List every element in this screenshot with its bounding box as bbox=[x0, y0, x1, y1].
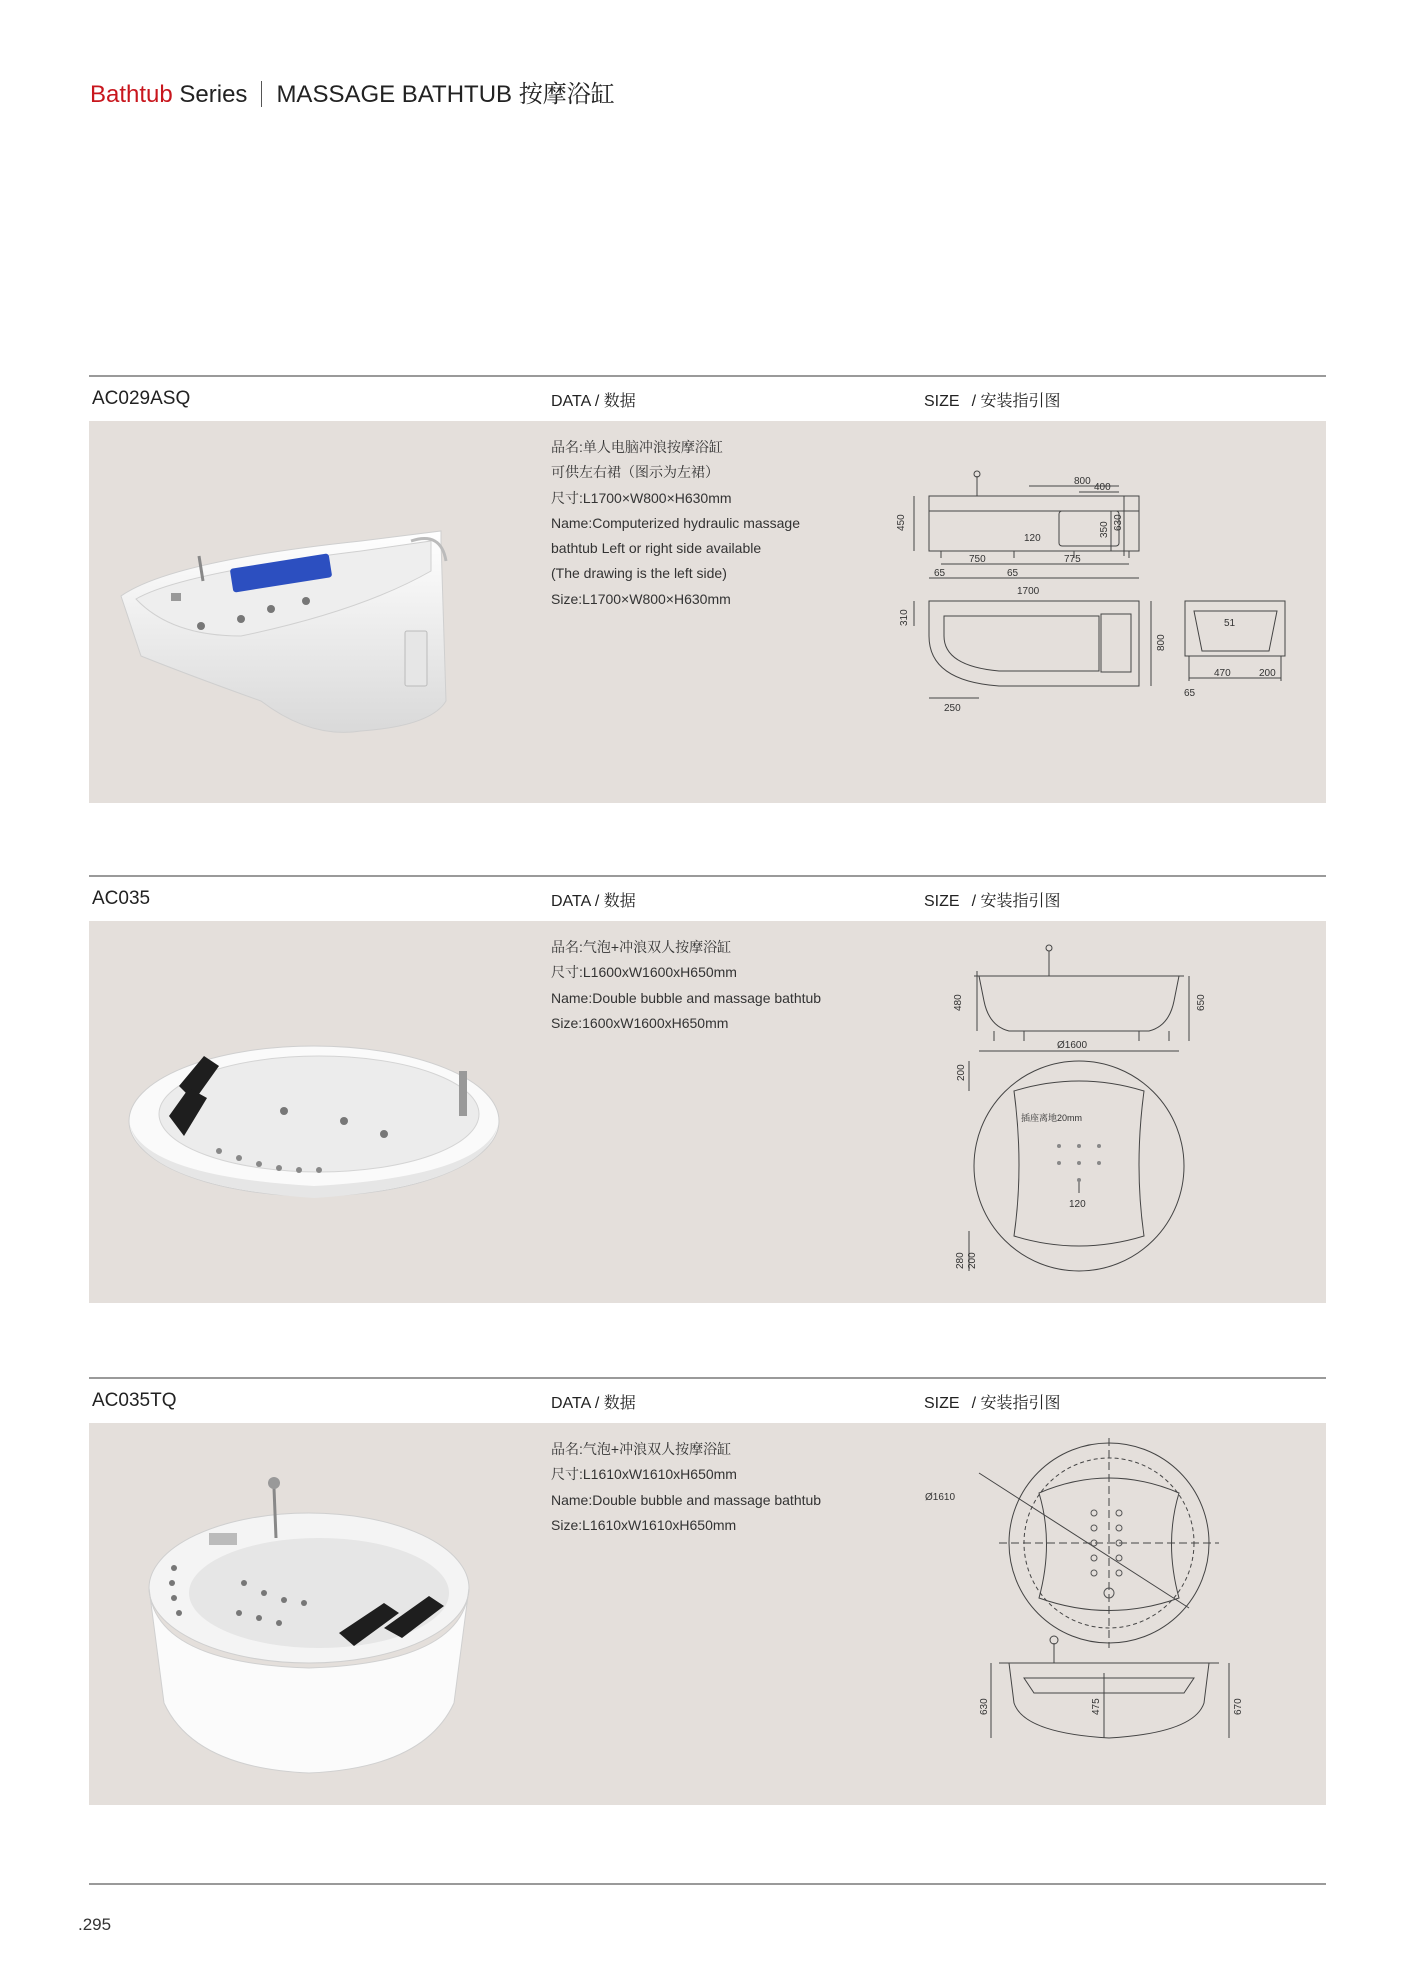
section-rule bbox=[89, 1377, 1326, 1379]
header-divider bbox=[261, 81, 262, 107]
size-heading: SIZE / 安装指引图 bbox=[924, 1395, 1061, 1412]
size-heading: SIZE / 安装指引图 bbox=[924, 893, 1061, 910]
install-drawing bbox=[889, 466, 1309, 786]
bathtub-photo bbox=[134, 1468, 494, 1788]
install-drawing bbox=[949, 931, 1289, 1301]
product-panel bbox=[89, 421, 1326, 803]
svg-text:65: 65 bbox=[1007, 568, 1019, 579]
svg-text:630: 630 bbox=[979, 1698, 990, 1715]
product-panel bbox=[89, 1423, 1326, 1805]
svg-text:650: 650 bbox=[1196, 994, 1207, 1011]
svg-text:Ø1600: Ø1600 bbox=[1057, 1040, 1088, 1051]
svg-text:800: 800 bbox=[1074, 476, 1091, 487]
svg-text:280: 280 bbox=[955, 1252, 966, 1269]
bathtub-photo bbox=[111, 501, 531, 761]
svg-text:450: 450 bbox=[896, 514, 907, 531]
product-section-ac035tq bbox=[89, 1377, 1326, 1805]
product-info: 品名:单人电脑冲浪按摩浴缸 可供左右裙（图示为左裙） 尺寸:L1700×W800×H630mm Name:Computerized hydraulic massage bathtub Left or right side available (The drawing is the left side) Size:L1700×W800×H630mm bbox=[551, 439, 800, 607]
data-heading: DATA / 数据 bbox=[551, 893, 636, 910]
section-rule bbox=[89, 375, 1326, 377]
svg-text:350: 350 bbox=[1099, 521, 1110, 538]
svg-text:800: 800 bbox=[1156, 634, 1167, 651]
svg-text:200: 200 bbox=[956, 1064, 967, 1081]
bathtub-photo bbox=[119, 1026, 509, 1216]
svg-text:775: 775 bbox=[1064, 554, 1081, 565]
size-heading: SIZE / 安装指引图 bbox=[924, 393, 1061, 410]
series-label-rest: Series bbox=[172, 81, 248, 108]
svg-text:630: 630 bbox=[1113, 514, 1124, 531]
product-panel bbox=[89, 921, 1326, 1303]
svg-text:200: 200 bbox=[967, 1252, 978, 1269]
install-drawing bbox=[919, 1433, 1319, 1803]
svg-text:250: 250 bbox=[944, 703, 961, 714]
section-rule bbox=[89, 875, 1326, 877]
product-info: 品名:气泡+冲浪双人按摩浴缸 尺寸:L1610xW1610xH650mm Name:Double bubble and massage bathtub Size:L1610xW1610xH650mm bbox=[551, 1441, 822, 1533]
model-name: AC035 bbox=[92, 888, 151, 909]
svg-text:470: 470 bbox=[1214, 668, 1231, 679]
svg-text:670: 670 bbox=[1233, 1698, 1244, 1715]
svg-text:120: 120 bbox=[1024, 533, 1041, 544]
svg-text:1700: 1700 bbox=[1017, 586, 1040, 597]
svg-text:120: 120 bbox=[1069, 1199, 1086, 1210]
data-heading: DATA / 数据 bbox=[551, 393, 636, 410]
page-title: MASSAGE BATHTUB 按摩浴缸 bbox=[276, 81, 615, 108]
svg-text:65: 65 bbox=[934, 568, 946, 579]
svg-text:400: 400 bbox=[1094, 482, 1111, 493]
svg-text:480: 480 bbox=[953, 994, 964, 1011]
page-number: .295 bbox=[78, 1915, 112, 1934]
svg-text:750: 750 bbox=[969, 554, 986, 565]
data-heading: DATA / 数据 bbox=[551, 1395, 636, 1412]
series-label-red: Bathtub bbox=[90, 81, 173, 108]
svg-text:插座离地20mm: 插座离地20mm bbox=[1021, 1113, 1083, 1123]
product-section-ac035 bbox=[89, 875, 1326, 1303]
product-section-ac029asq bbox=[89, 375, 1326, 803]
svg-text:51: 51 bbox=[1224, 618, 1236, 629]
page-header bbox=[90, 74, 615, 109]
model-name: AC029ASQ bbox=[92, 388, 191, 409]
svg-text:65: 65 bbox=[1184, 688, 1196, 699]
svg-text:310: 310 bbox=[899, 609, 910, 626]
svg-text:200: 200 bbox=[1259, 668, 1276, 679]
svg-text:Ø1610: Ø1610 bbox=[925, 1492, 956, 1503]
model-name: AC035TQ bbox=[92, 1390, 177, 1411]
product-info: 品名:气泡+冲浪双人按摩浴缸 尺寸:L1600xW1600xH650mm Name:Double bubble and massage bathtub Size:1600xW1600xH650mm bbox=[551, 939, 822, 1031]
footer-rule bbox=[89, 1883, 1326, 1885]
svg-text:475: 475 bbox=[1091, 1698, 1102, 1715]
